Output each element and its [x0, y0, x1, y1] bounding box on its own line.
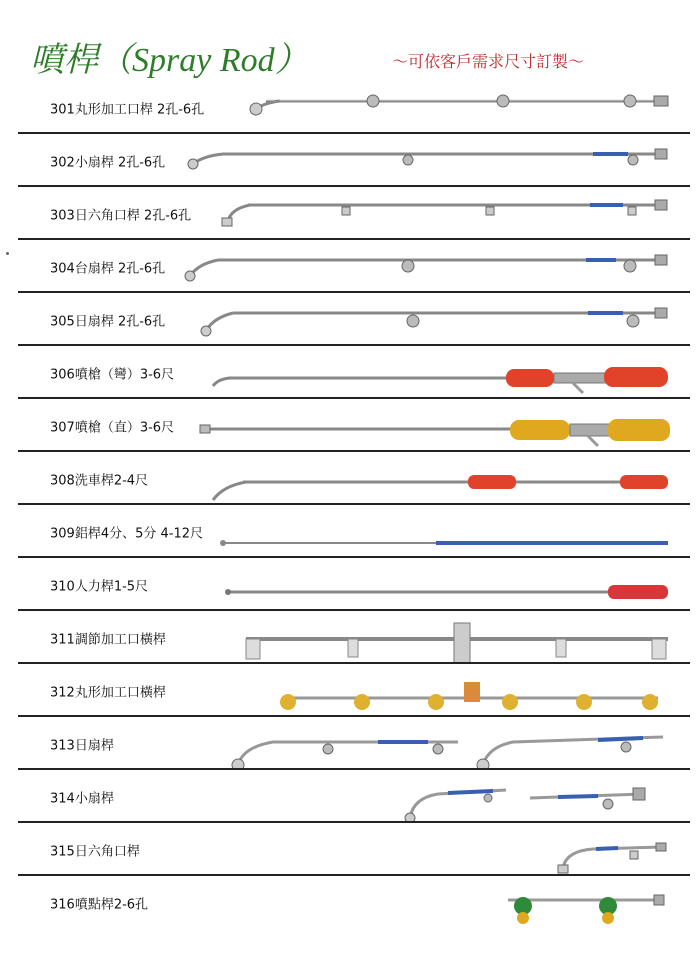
spray-gun-bent-icon	[18, 346, 690, 399]
product-row	[18, 452, 690, 505]
product-row	[18, 134, 690, 187]
product-row	[18, 558, 690, 611]
spray-rod-japan-fan-icon	[18, 293, 690, 346]
car-wash-rod-icon	[18, 452, 690, 505]
product-row	[18, 611, 690, 664]
product-label: 316噴點桿2-6孔	[50, 897, 149, 912]
stray-dot	[6, 252, 9, 255]
page-title: 噴桿（Spray Rod）	[30, 42, 309, 79]
product-row	[18, 187, 690, 240]
product-label: 303日六角口桿 2孔-6孔	[50, 208, 192, 223]
spray-rod-hex-nozzle-icon	[18, 187, 690, 240]
product-row	[18, 823, 690, 876]
hex-nozzle-rod-short-icon	[18, 823, 690, 876]
product-row	[18, 664, 690, 717]
product-row	[18, 505, 690, 558]
small-fan-rod-short-icon	[18, 770, 690, 823]
product-label: 314小扇桿	[50, 791, 114, 806]
product-label: 310人力桿1-5尺	[50, 579, 149, 594]
spray-gun-straight-icon	[18, 399, 690, 452]
spray-rod-taiwan-fan-icon	[18, 240, 690, 293]
manual-rod-icon	[18, 558, 690, 611]
product-row	[18, 240, 690, 293]
product-label: 309鋁桿4分、5分 4-12尺	[50, 526, 203, 541]
japan-fan-rod-short-icon	[18, 717, 690, 770]
product-label: 311調節加工口橫桿	[50, 632, 166, 647]
page-header	[30, 32, 680, 82]
spray-rod-small-fan-icon	[18, 134, 690, 187]
product-label: 306噴槍（彎）3-6尺	[50, 367, 175, 382]
product-row	[18, 770, 690, 823]
product-label: 313日扇桿	[50, 738, 114, 753]
aluminum-rod-icon	[18, 505, 690, 558]
product-row	[18, 346, 690, 399]
spot-spray-rod-icon	[18, 876, 690, 929]
product-label: 304台扇桿 2孔-6孔	[50, 261, 166, 276]
product-label: 315日六角口桿	[50, 844, 140, 859]
product-label: 307噴槍（直）3-6尺	[50, 420, 175, 435]
product-row	[18, 293, 690, 346]
adjustable-cross-bar-icon	[18, 611, 690, 664]
product-row	[18, 717, 690, 770]
product-label: 308洗車桿2-4尺	[50, 473, 149, 488]
round-nozzle-cross-bar-icon	[18, 664, 690, 717]
product-label: 312丸形加工口橫桿	[50, 685, 166, 700]
product-row	[18, 399, 690, 452]
product-row	[18, 81, 690, 134]
product-label: 305日扇桿 2孔-6孔	[50, 314, 166, 329]
page-subtitle: ～可依客戶需求尺寸訂製～	[392, 52, 585, 71]
spray-rod-round-nozzle-icon	[18, 81, 690, 134]
product-label: 301丸形加工口桿 2孔-6孔	[50, 102, 205, 117]
product-label: 302小扇桿 2孔-6孔	[50, 155, 166, 170]
product-row	[18, 876, 690, 929]
